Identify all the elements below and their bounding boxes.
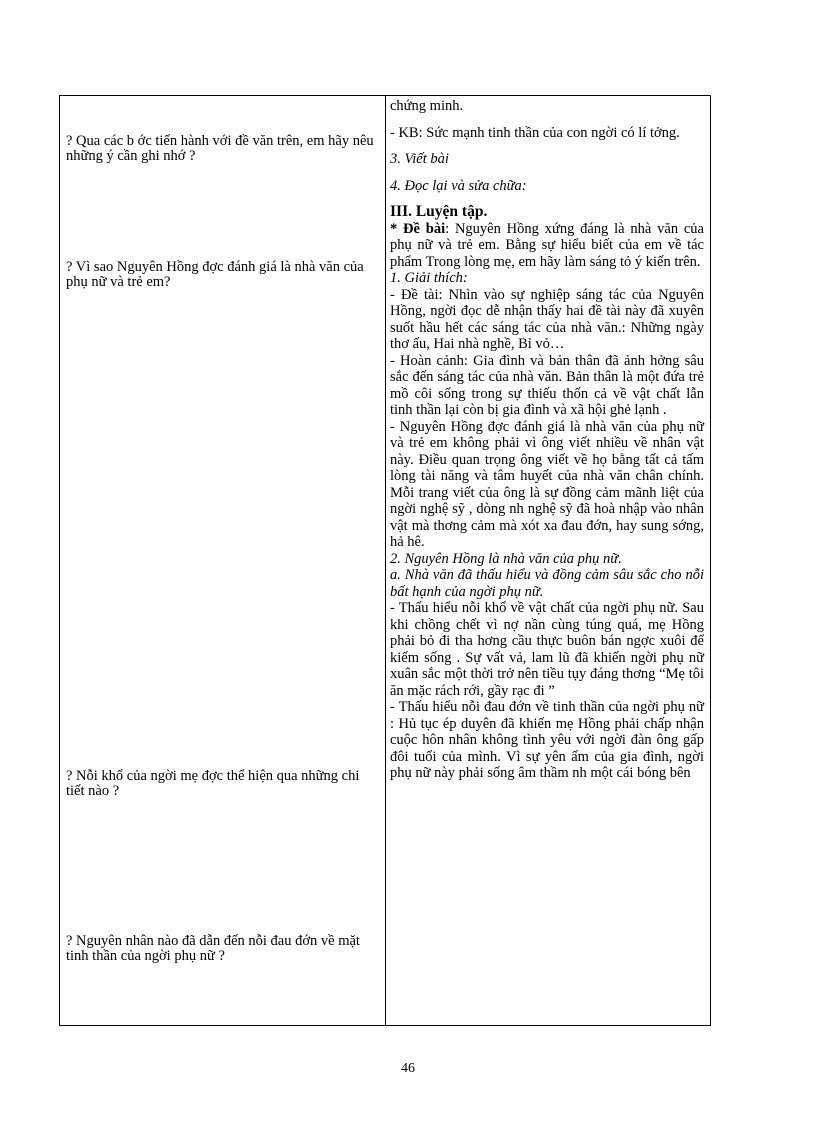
content-table — [59, 95, 711, 1026]
text-paragraph: - Nguyên Hồng đợc đánh giá là nhà văn của phụ nữ và trẻ em không phải vì ông viết nhiều về nhân vật này. Điều quan trọng ông viết về họ bằng tất cả tấm lòng tài năng và tâm huyết của nhà văn chân chính. Mỗi trang viết của ông là sự đồng cảm mãnh liệt của ngời nghệ sỹ , dòng nh nghệ sỹ đã hoà nhập vào nhân vật mà thơng cảm mà xót xa đau đớn, hay sung sớng, hả hê. — [390, 418, 704, 550]
text-paragraph: - Thấu hiểu nỗi khổ về vật chất của ngời phụ nữ. Sau khi chồng chết vì nợ nần cùng túng quá, mẹ Hồng phải bỏ đi tha hơng cầu thực buôn bán ngợc xuôi để kiếm sống . Sự vất vả, lam lũ đã khiến ngời phụ nữ xuân sắc một thời trở nên tiều tụy đáng thơng “Mẹ tôi ăn mặc rách rới, gầy rạc đi ” — [390, 600, 704, 699]
subheading-explain: 1. Giải thích: — [390, 270, 468, 286]
question-mother-suffering: ? Nỗi khổ của ngời mẹ đợc thể hiện qua những chi tiết nào ? — [66, 768, 360, 799]
step-write: 3. Viết bài — [390, 151, 449, 167]
right-column-text — [390, 98, 704, 782]
text-paragraph: - Đề tài: Nhìn vào sự nghiệp sáng tác của Nguyên Hồng, ngời đọc dễ nhận thấy hai đề tài này đã xuyên suốt hầu hết các sáng tác của nhà văn.: Những ngày thơ ấu, Hai nhà nghề, Bỉ vỏ… — [390, 286, 704, 352]
question-why-nguyen-hong: ? Vì sao Nguyên Hồng đợc đánh giá là nhà văn của phụ nữ và trẻ em? — [66, 259, 364, 290]
section-heading-practice: III. Luyện tập. — [390, 203, 488, 220]
question-steps: ? Qua các b ớc tiến hành với đề văn trên, em hãy nêu những ý cần ghi nhớ ? — [66, 133, 374, 164]
prompt-label: * Đề bài — [390, 220, 446, 237]
prompt-text: : Nguyên Hồng xứng đáng là nhà văn của phụ nữ và trẻ em. Bằng sự hiểu biết của em về tác phẩm Trong lòng mẹ, em hãy làm sáng tỏ ý kiến trên. — [390, 220, 704, 270]
text-line: chứng minh. — [390, 98, 464, 114]
prompt-paragraph — [390, 221, 704, 271]
page-number: 46 — [401, 1061, 415, 1076]
subheading-women: 2. Nguyên Hồng là nhà văn của phụ nữ. — [390, 550, 622, 567]
question-spiritual-pain: ? Nguyên nhân nào đã dẫn đến nỗi đau đớn về mặt tinh thần của ngời phụ nữ ? — [66, 933, 360, 964]
text-paragraph: - Thấu hiểu nỗi đau đớn về tinh thần của ngời phụ nữ : Hủ tục ép duyên đã khiến mẹ Hồng phải chấp nhận cuộc hôn nhân không tình yêu với ngời đàn ông gấp đôi tuổi của mình. Vì sự yên ấm của gia đình, ngời phụ nữ này phải sống âm thầm nh một cái bóng bên — [390, 699, 704, 781]
step-review: 4. Đọc lại và sửa chữa: — [390, 177, 527, 194]
column-divider — [385, 96, 386, 1025]
text-line: - KB: Sức mạnh tinh thần của con ngời có lí tởng. — [390, 124, 680, 141]
text-paragraph: - Hoàn cảnh: Gia đình và bản thân đã ảnh hởng sâu sắc đến sáng tác của nhà văn. Bản thân là một đứa trẻ mồ côi sống trong sự thiếu thốn cả về vật chất lẫn tinh thần lại còn bị gia đình và xã hội ghẻ lạnh . — [390, 352, 704, 418]
subheading-a: a. Nhà văn đã thấu hiểu và đồng cảm sâu sắc cho nỗi bất hạnh của ngời phụ nữ. — [390, 567, 704, 600]
